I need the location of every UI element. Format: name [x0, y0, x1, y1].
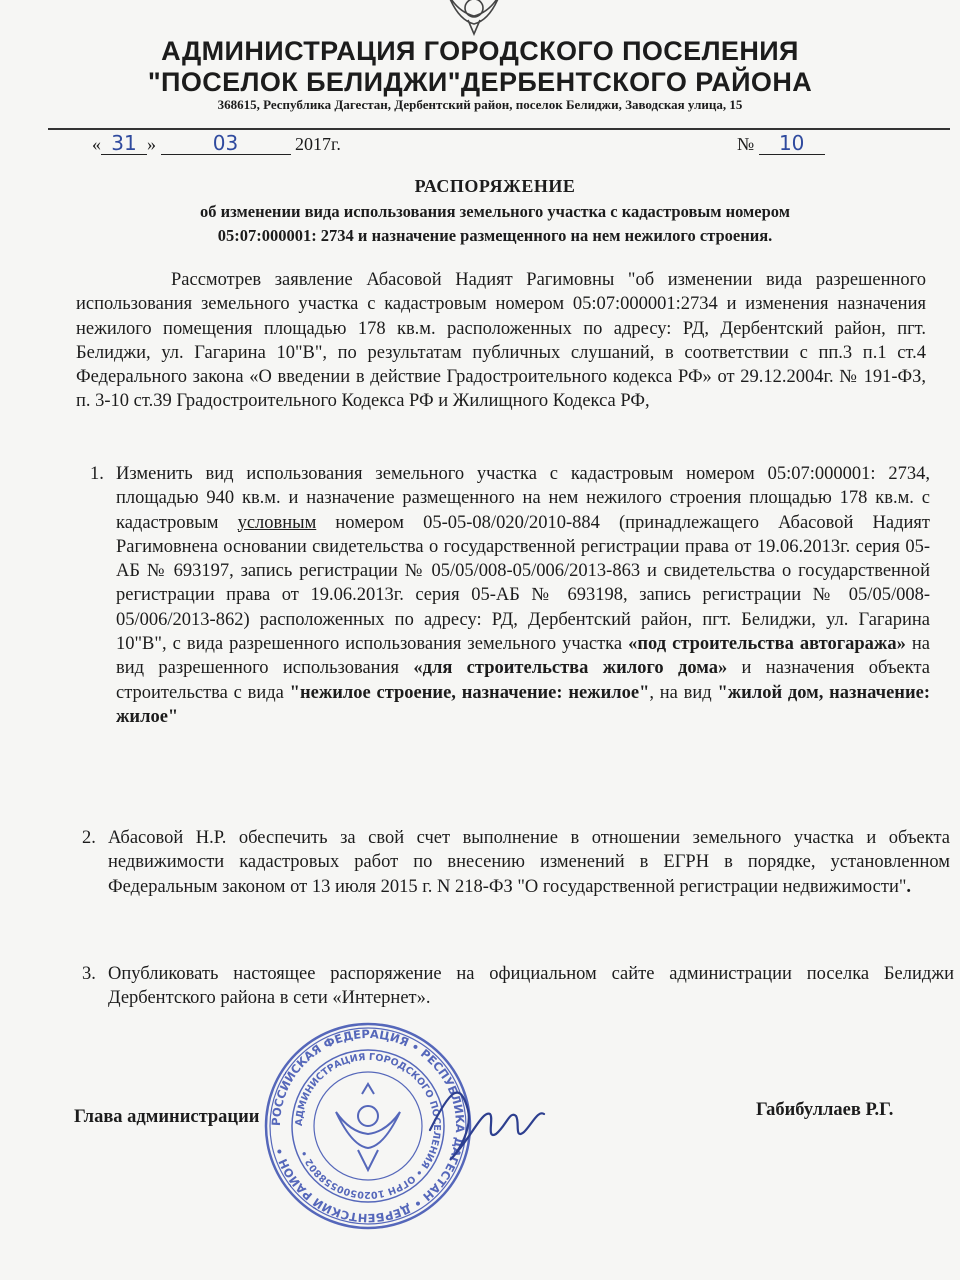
intro-paragraph: Рассмотрев заявление Абасовой Надият Рагимовны "об изменении вида разрешенного использования земельного участка с кадастровым номером 05:07:000001:2734 и изменения назначения нежилого помещения площадью 178 кв.м. расположенных по адресу: РД, Дербентский район, пгт. Белиджи, ул. Гагарина 10"В", по результатам публичных слушаний, в соответствии с пп.3 п.1 ст.4 Федерального закона «О введении в действие Градостроительного кодекса РФ» от 29.12.2004г. № 191-ФЗ, п. 3-10 ст.39 Градостроительного Кодекса РФ и Жилищного Кодекса РФ,	[76, 270, 926, 412]
bold-phrase: "нежилое строение, назначение: нежилое"	[289, 682, 650, 703]
item-text: Опубликовать настоящее распоряжение на официальном сайте администрации поселка Белиджи Дербентского района в сети «Интернет».	[108, 964, 954, 1009]
underlined-word: условным	[237, 512, 317, 533]
eagle-emblem-icon	[438, 0, 510, 36]
bold-phrase: «для строительства жилого дома»	[413, 658, 728, 679]
document-number-line	[737, 132, 825, 155]
bold-phrase: "жилой дом, назначение: жилое"	[116, 682, 930, 727]
signatory-position: Глава администрации	[74, 1107, 260, 1127]
item-text: Изменить вид использования земельного участка с кадастровым номером 05:07:000001: 2734, площадью 940 кв.м. и назначение размещенного на нем нежилого строения площадью 178 кв.м. с кадастровым	[116, 464, 930, 533]
item-text: и назначения объекта строительства с вида	[116, 658, 931, 703]
number-label: №	[737, 134, 755, 154]
item-text: на вид разрешенного использования	[116, 634, 930, 679]
list-item-2	[82, 826, 950, 899]
list-item-1	[90, 462, 931, 729]
header-address: 368615, Республика Дагестан, Дербентский район, поселок Белиджи, Заводская улица, 15	[217, 97, 743, 112]
date-month: 03	[161, 132, 291, 155]
item-end: .	[906, 876, 912, 897]
signatory-name: Габибуллаев Р.Г.	[756, 1100, 894, 1120]
list-item-3	[82, 962, 954, 1011]
date-line	[92, 132, 341, 155]
handwritten-signature	[420, 1070, 550, 1180]
subtitle-line-2: 05:07:000001: 2734 и назначение размещенного на нем нежилого строения.	[217, 226, 773, 245]
date-close-quote: »	[147, 134, 156, 154]
item-text: Абасовой Н.Р. обеспечить за свой счет выполнение в отношении земельного участка и объекта недвижимости кадастровых работ по внесению изменений в ЕГРН в порядке, установленном Федеральным законом от 13 июля 2015 г. N 218-ФЗ "О государственной регистрации недвижимости"	[108, 828, 950, 897]
document-subtitle	[95, 200, 895, 248]
document-title: РАСПОРЯЖЕНИЕ	[414, 176, 576, 196]
item-number: 3.	[82, 964, 96, 984]
date-day: 31	[101, 132, 147, 155]
item-number: 2.	[82, 828, 96, 848]
subtitle-line-1: об изменении вида использования земельного участка с кадастровым номером	[200, 202, 790, 221]
bold-phrase: «под строительства автогаража»	[628, 634, 906, 655]
date-open-quote: «	[92, 134, 101, 154]
document-number: 10	[759, 132, 825, 155]
header-line-1: АДМИНИСТРАЦИЯ ГОРОДСКОГО ПОСЕЛЕНИЯ	[161, 36, 799, 66]
stamp-inner-text: АДМИНИСТРАЦИЯ ГОРОДСКОГО ПОСЕЛЕНИЯ • ОГРН 1020500558802 •	[293, 1051, 443, 1201]
header-divider	[48, 128, 950, 130]
item-number: 1.	[90, 464, 104, 484]
date-year: 2017г.	[295, 134, 341, 154]
stamp-outer-text: РОССИЙСКАЯ ФЕДЕРАЦИЯ • РЕСПУБЛИКА ДАГЕСТАН • ДЕРБЕНТСКИЙ РАЙОН •	[268, 1026, 468, 1226]
stamp-eagle-icon	[336, 1084, 400, 1170]
item-text: номером 05-05-08/020/2010-884 (принадлежащего Абасовой Надият Рагимовнена основании свидетельства о государственной регистрации права от 19.06.2013г. серия 05-АБ № 693197, запись регистрации № 05/05/008-05/006/2013-863 и свидетельства о государственной регистрации права от 19.06.2013г. серия 05-АБ № 693198, запись регистрации № 05/05/008-05/006/2013-862) расположенных по адресу: РД, Дербентский район, пгт. Белиджи, ул. Гагарина 10"В", с вида разрешенного использования земельного участка	[116, 512, 930, 655]
item-text: , на вид	[649, 682, 718, 703]
header-line-2: "ПОСЕЛОК БЕЛИДЖИ"ДЕРБЕНТСКОГО РАЙОНА	[147, 67, 813, 97]
